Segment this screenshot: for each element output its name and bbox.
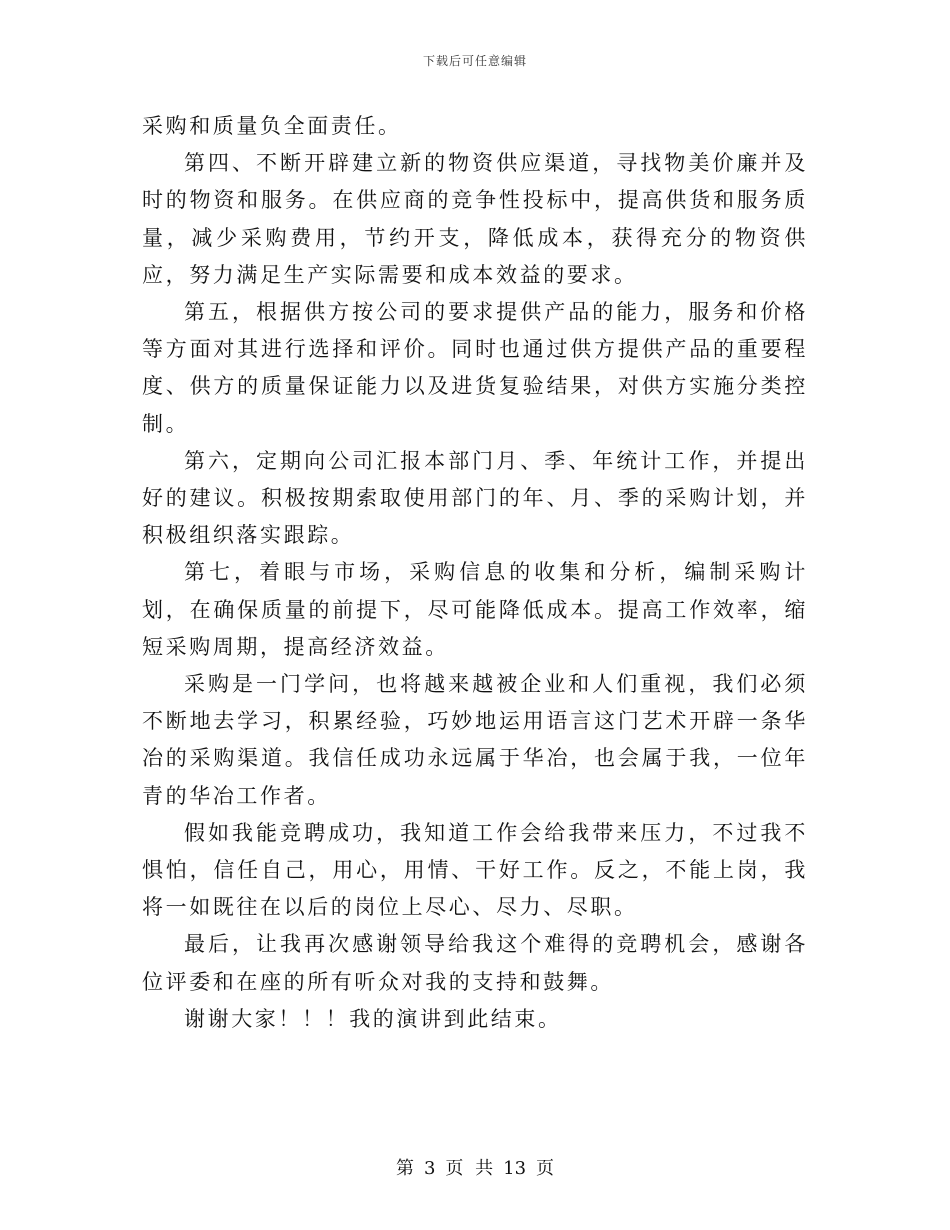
document-body [142, 108, 808, 1038]
paragraph-continuation: 采购和质量负全面责任。 [142, 114, 402, 138]
footer-prefix: 第 [395, 1158, 414, 1179]
paragraph-seventh: 第七，着眼与市场，采购信息的收集和分析，编制采购计划，在确保质量的前提下，尽可能降低成本。提高工作效率，缩短采购周期，提高经济效益。 [142, 560, 808, 659]
paragraph-closing: 谢谢大家！！！我的演讲到此结束。 [184, 1006, 562, 1031]
footer-middle: 页 共 [445, 1158, 494, 1179]
paragraph-if-successful: 假如我能竞聘成功，我知道工作会给我带来压力，不过我不惧怕，信任自己，用心，用情、干好工作。反之，不能上岗，我将一如既往在以后的岗位上尽心、尽力、尽职。 [142, 820, 808, 920]
paragraph-fourth: 第四、不断开辟建立新的物资供应渠道，寻找物美价廉并及时的物资和服务。在供应商的竞争性投标中，提高供货和服务质量，减少采购费用，节约开支，降低成本，获得充分的物资供应，努力满足生产实际需要和成本效益的要求。 [142, 151, 808, 287]
footer-page-number: 3 [423, 1158, 436, 1179]
footer-suffix: 页 [536, 1158, 555, 1179]
footer-total-pages: 13 [503, 1158, 527, 1179]
page-header: 下载后可任意编辑 [422, 54, 527, 68]
paragraph-thanks-leaders: 最后，让我再次感谢领导给我这个难得的竞聘机会，感谢各位评委和在座的所有听众对我的支持和鼓舞。 [142, 932, 808, 994]
page-footer [0, 1154, 950, 1180]
paragraph-sixth: 第六，定期向公司汇报本部门月、季、年统计工作，并提出好的建议。积极按期索取使用部门的年、月、季的采购计划，并积极组织落实跟踪。 [142, 448, 808, 548]
paragraph-fifth: 第五，根据供方按公司的要求提供产品的能力，服务和价格等方面对其进行选择和评价。同时也通过供方提供产品的重要程度、供方的质量保证能力以及进货复验结果，对供方实施分类控制。 [142, 300, 808, 436]
paragraph-procurement: 采购是一门学问，也将越来越被企业和人们重视，我们必须不断地去学习，积累经验，巧妙地运用语言这门艺术开辟一条华冶的采购渠道。我信任成功永远属于华冶，也会属于我，一位年青的华冶工作者。 [142, 672, 808, 808]
